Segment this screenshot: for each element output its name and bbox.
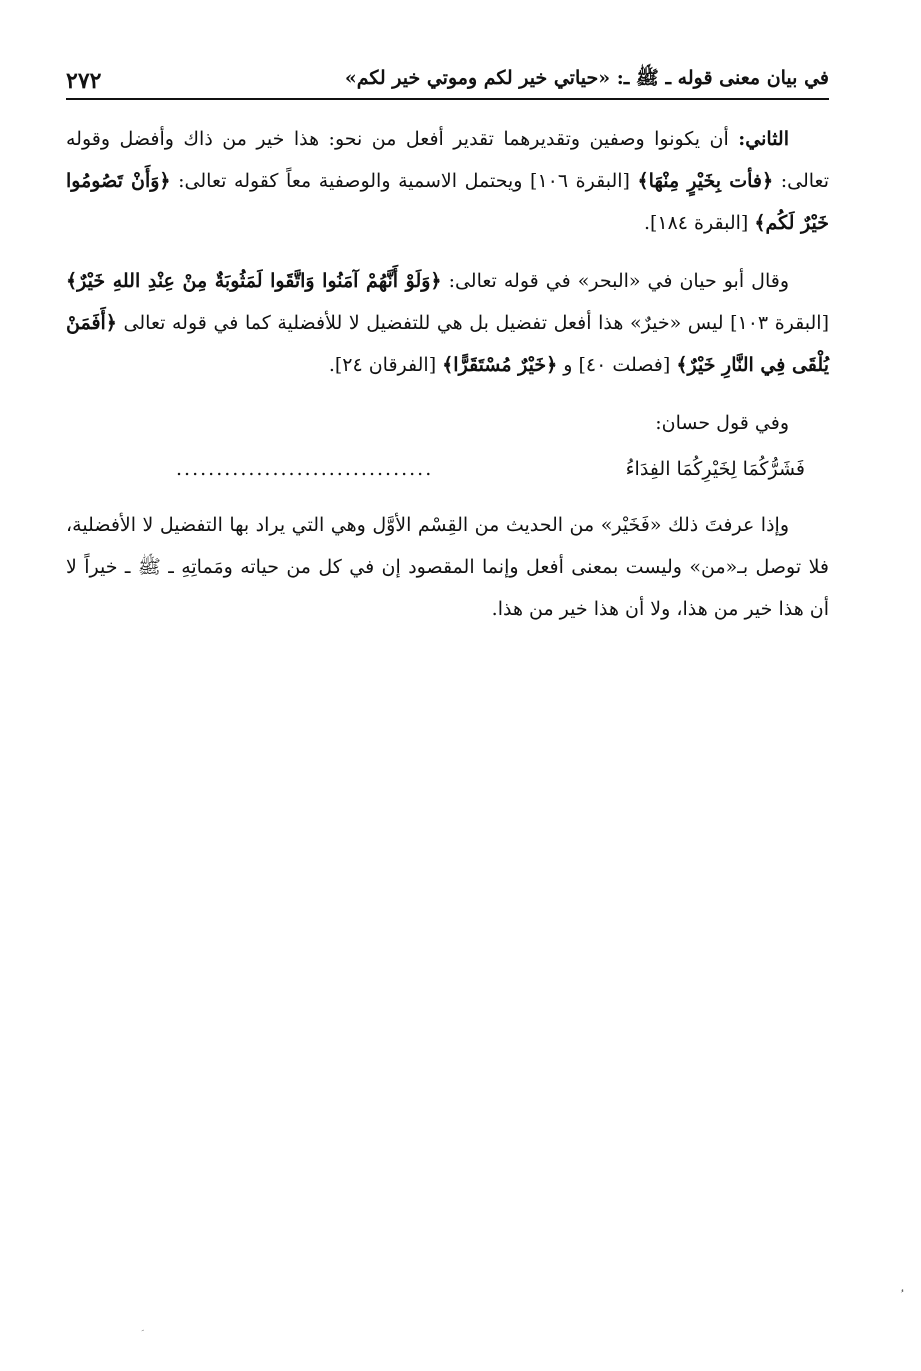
header-title: في بيان معنى قوله ـ ﷺ ـ: «حياتي خير لكم وموتي خير لكم» [344,67,829,89]
paragraph-text: [البقرة ١٠٦] ويحتمل الاسمية والوصفية معاً كقوله تعالى: [170,170,638,192]
paragraph-text: [البقرة ١٠٣] ليس «خيرٌ» هذا أفعل تفضيل بل هي للتفضيل لا للأفضلية كما في قوله تعالى [116,312,829,334]
citation-text: [الفرقان ٢٤]. [328,354,443,376]
paragraph-4 [66,504,829,630]
paragraph-text: وفي قول حسان: [655,412,789,434]
paragraph-text: وإذا عرفتَ ذلك «فَخَيْر» من الحديث من القِسْم الأوَّل وهي التي يراد بها التفضيل لا الأفضلية، فلا توصل بـ«من» وليست بمعنى أفعل وإنما المقصود إن في كل من حياته ومَماتِهِ ـ ﷺ ـ خيراً لا أن هذا خير من هذا، ولا أن هذا خير من هذا. [66,514,829,620]
page-body [66,118,829,646]
quran-quote: ﴿فأت بِخَيْرٍ مِنْهَا﴾ [637,170,774,192]
paragraph-3 [66,402,829,444]
poetry-verse [66,448,829,490]
paragraph-lead-word: الثاني: [738,128,789,150]
paragraph-1 [66,118,829,244]
paragraph-text: وقال أبو حيان في «البحر» في قوله تعالى: [441,270,789,292]
verse-hemistich: فَشَرُّكُمَا لِخَيْرِكُمَا الفِدَاءُ [625,458,805,480]
verse-ellipsis: ................................ [176,458,434,480]
quran-quote: ﴿وَلَوْ أَنَّهُمْ آمَنُوا وَاتَّقَوا لَمَثُوبَةٌ مِنْ عِنْدِ اللهِ خَيْرٌ﴾ [66,270,442,292]
quran-quote: ﴿أَفَمَنْ يُلْقَى فِي النَّارِ خَيْرٌ﴾ [66,312,829,376]
quran-quote: ﴿خَيْرٌ مُسْتَقَرًّا﴾ [442,354,558,376]
page-number: ٢٧٢ [66,68,102,94]
citation-text: [فصلت ٤٠] و [557,354,677,376]
paragraph-2 [66,260,829,386]
paragraph-text: أن يكونوا وصفين وتقديرهما تقدير أفعل من نحو: هذا خير من ذاك وأفضل وقوله تعالى: [66,128,830,192]
citation-text: [البقرة ١٨٤]. [643,212,755,234]
running-header [66,60,829,100]
quran-quote: ﴿وَأَنْ تَصُومُوا خَيْرٌ لَكُم﴾ [66,170,829,234]
